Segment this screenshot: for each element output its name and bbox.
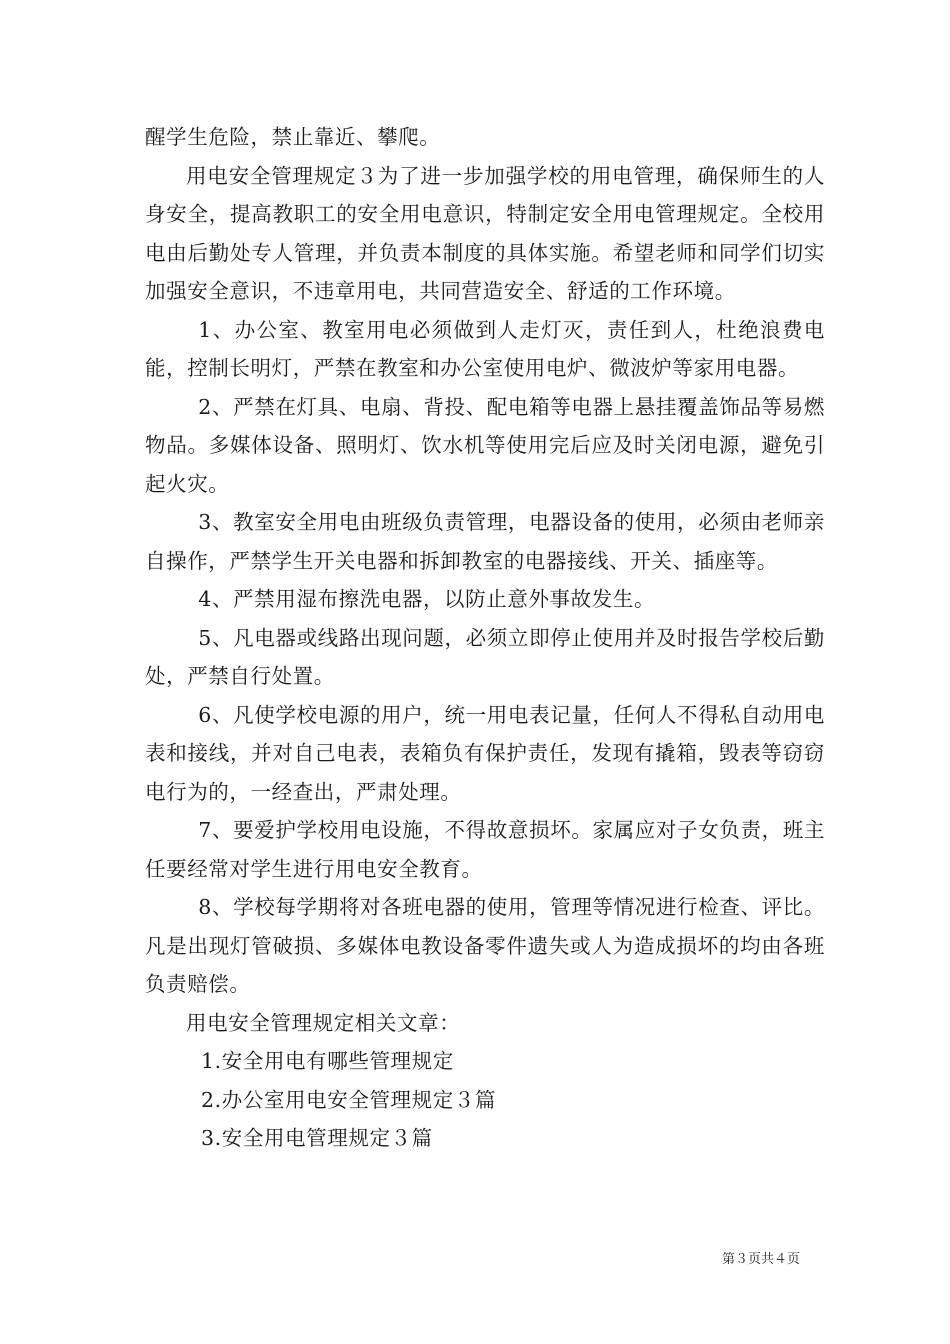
rule-item-3: 3、教室安全用电由班级负责管理，电器设备的使用，必须由老师亲自操作，严禁学生开关电器和拆卸教室的电器接线、开关、插座等。 [145,510,825,573]
rule-item-8: 8、学校每学期将对各班电器的使用，管理等情况进行检查、评比。凡是出现灯管破损、多媒体电教设备零件遗失或人为造成损坏的均由各班负责赔偿。 [145,895,825,996]
rule-item-2: 2、严禁在灯具、电扇、背投、配电箱等电器上悬挂覆盖饰品等易燃物品。多媒体设备、照明灯、饮水机等使用完后应及时关闭电源，避免引起火灾。 [145,394,825,496]
related-article-link-1[interactable]: 1.安全用电有哪些管理规定 [201,1049,454,1073]
page-indicator: 第３页共４页 [721,1252,800,1267]
rule-item-1: 1、办公室、教室用电必须做到人走灯灭，责任到人，杜绝浪费电能，控制长明灯，严禁在教室和办公室使用电炉、微波炉等家用电器。 [145,317,825,380]
related-articles-heading: 用电安全管理规定相关文章： [186,1010,461,1035]
rule-item-7: 7、要爱护学校用电设施，不得故意损坏。家属应对子女负责，班主任要经常对学生进行用电安全教育。 [145,818,825,881]
paragraph-continuation: 醒学生危险，禁止靠近、攀爬。 [145,125,441,149]
rule-item-6: 6、凡使学校电源的用户，统一用电表记量，任何人不得私自动用电表和接线，并对自己电表，表箱负有保护责任，发现有撬箱，毁表等窃窃电行为的，一经查出，严肃处理。 [145,702,825,804]
related-article-link-3[interactable]: 3.安全用电管理规定３篇 [201,1126,433,1150]
related-article-link-2[interactable]: 2.办公室用电安全管理规定３篇 [201,1087,497,1112]
rule-item-5: 5、凡电器或线路出现问题，必须立即停止使用并及时报告学校后勤处，严禁自行处置。 [145,625,825,688]
rule-item-4: 4、严禁用湿布擦洗电器，以防止意外事故发生。 [198,587,656,611]
document-body [145,118,825,1158]
paragraph-intro: 用电安全管理规定３为了进一步加强学校的用电管理，确保师生的人身安全，提高教职工的安全用电意识，特制定安全用电管理规定。全校用电由后勤处专人管理，并负责本制度的具体实施。希望老师和同学们切实加强安全意识，不违章用电，共同营造安全、舒适的工作环境。 [145,163,825,303]
